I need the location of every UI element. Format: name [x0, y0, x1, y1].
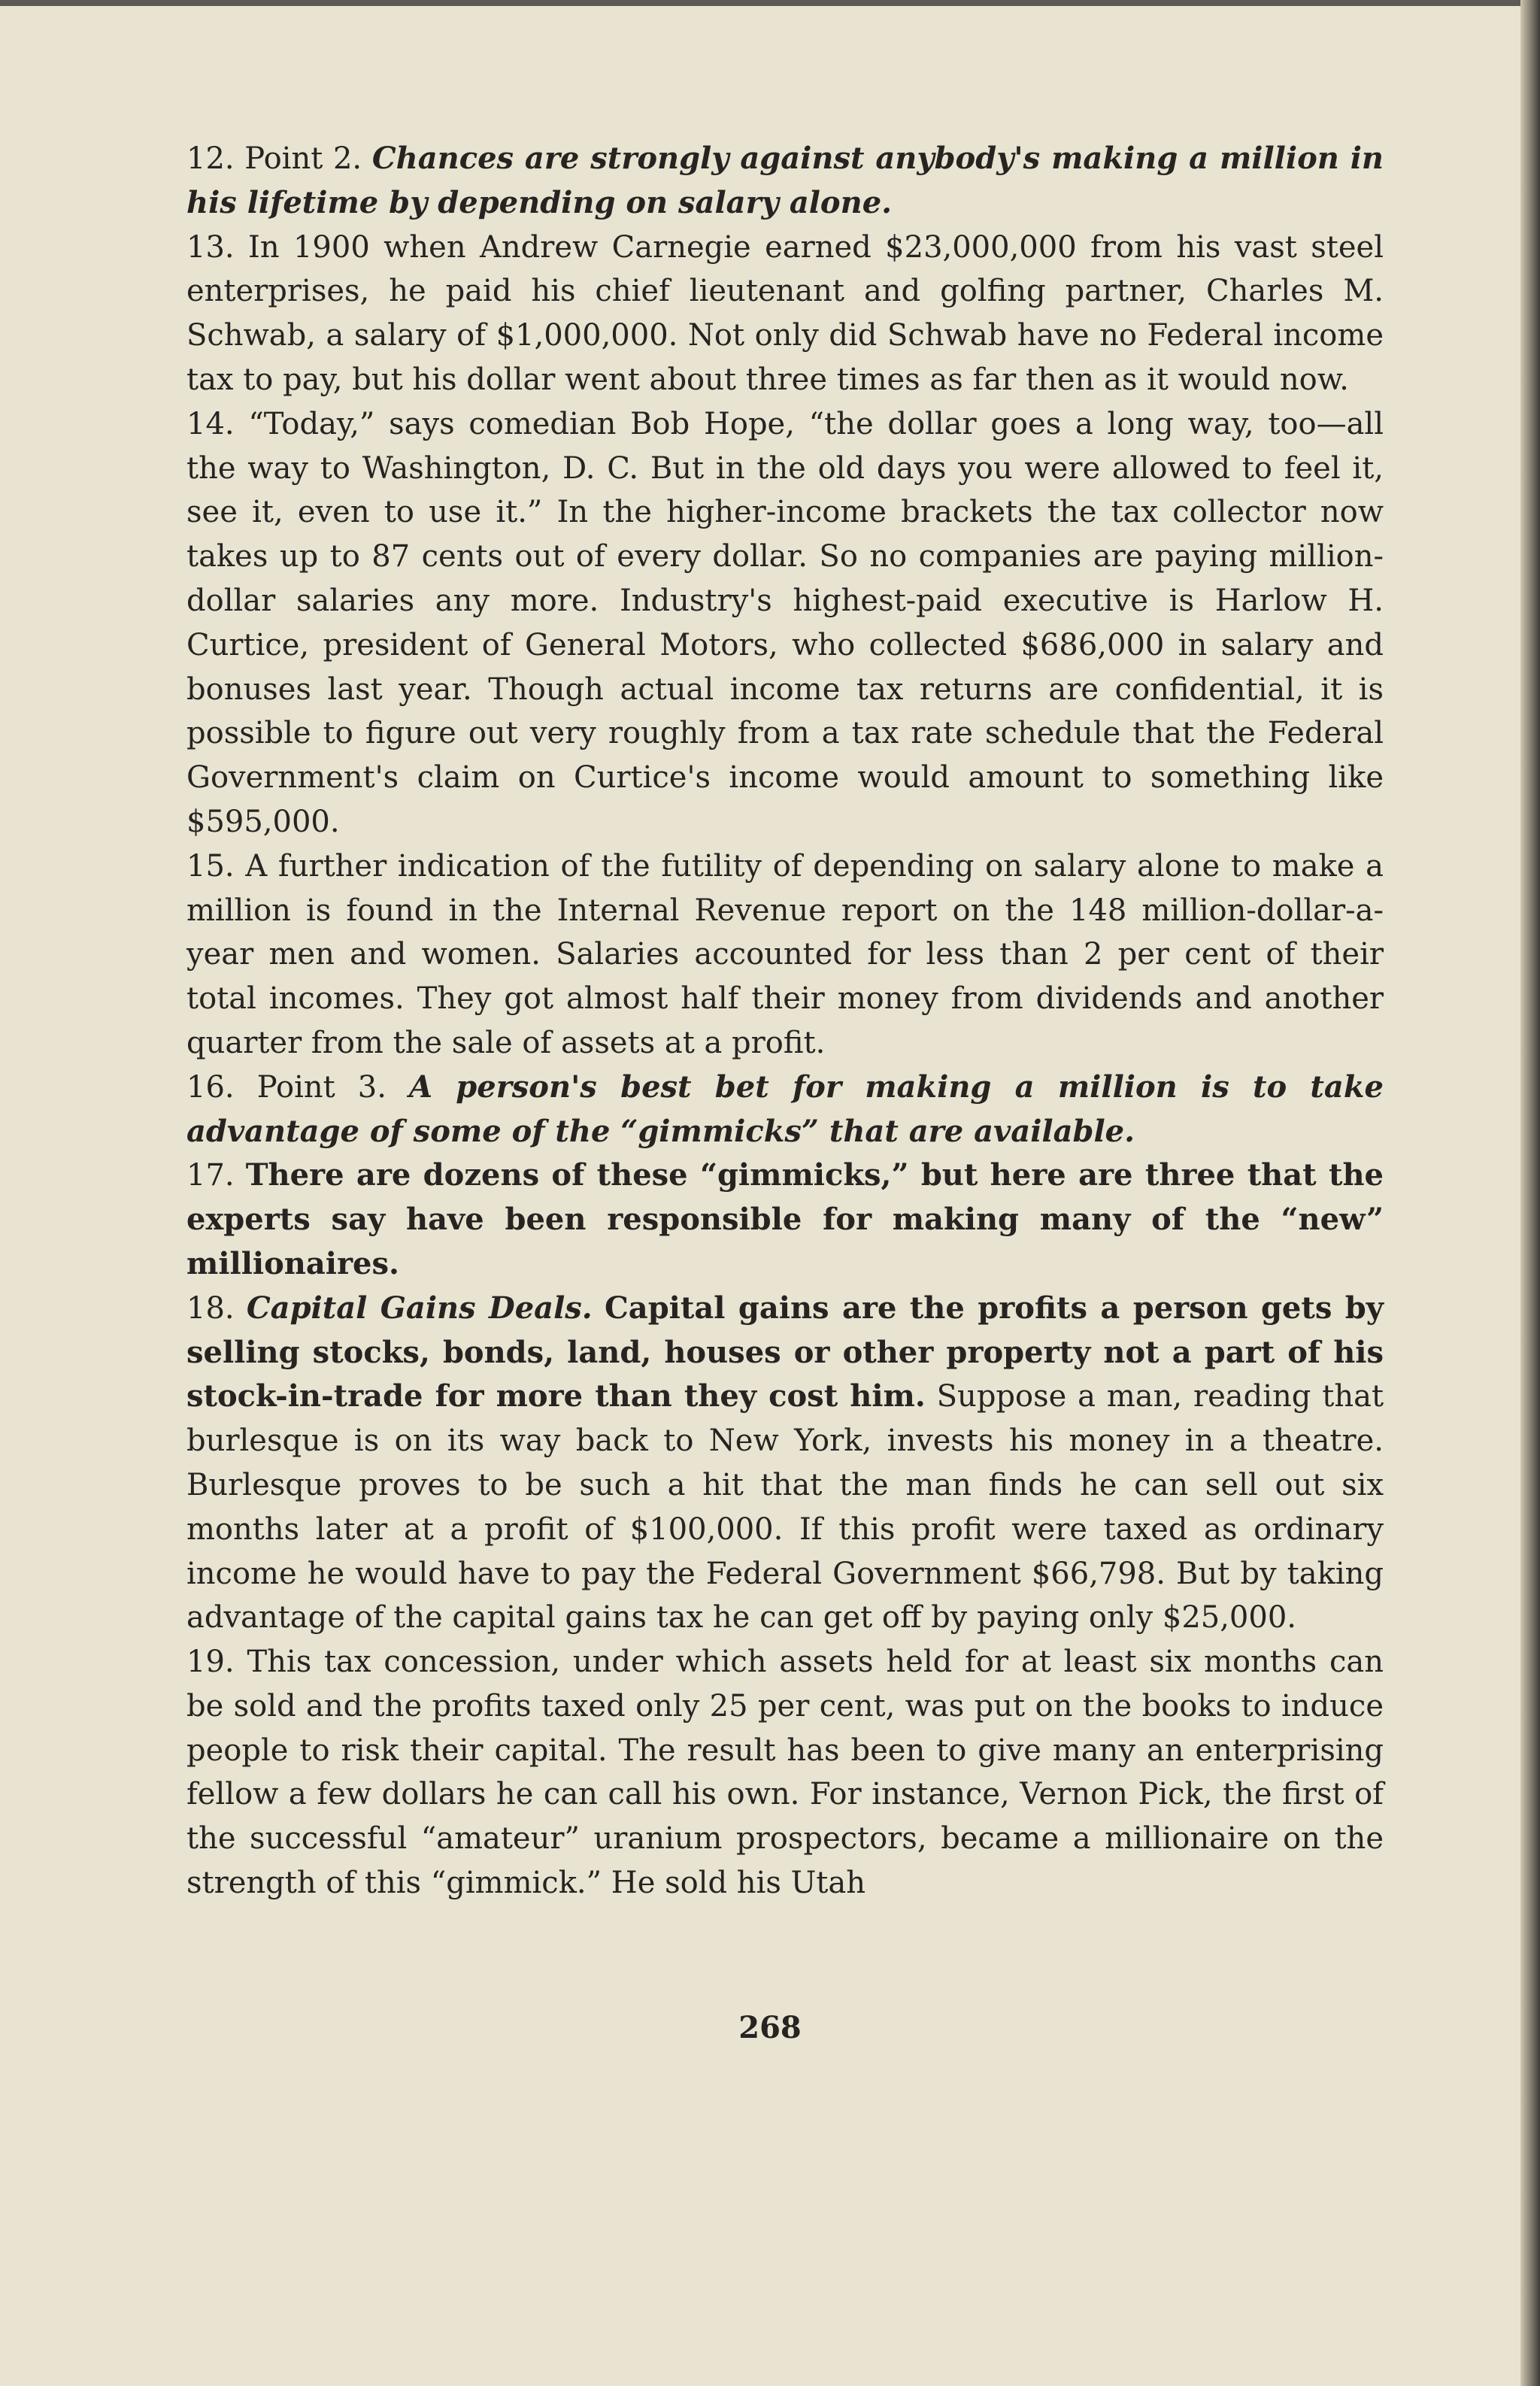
body-text	[186, 137, 1384, 1905]
section-heading: Capital Gains Deals.	[246, 1290, 593, 1326]
paragraph-number: 19.	[186, 1645, 235, 1680]
page-number: 268	[738, 2010, 802, 2045]
paragraph-text: This tax concession, under which assets held for at least six months can be sold and the profits taxed only 25 per cent, was put on the books to induce people to risk their capital. The result has been to give many an enterprising fellow a few dollars he can call his own. For instance, Vernon Pick, the first of the successful “amateur” uranium prospectors, became a millionaire on the strength of this “gimmick.” He sold his Utah	[186, 1645, 1384, 1901]
point-label: Point 3.	[256, 1069, 387, 1105]
paragraph-text: “Today,” says comedian Bob Hope, “the dollar goes a long way, too—all the way to Washington, D. C. But in the old days you were allowed to feel it, see it, even to use it.” In the higher-income brackets the tax collector now takes up to 87 cents out of every dollar. So no companies are paying million-dollar salaries any more. Industry's highest-paid executive is Harlow H. Curtice, president of General Motors, who collected $686,000 in salary and bonuses last year. Though actual income tax returns are confidential, it is possible to figure out very roughly from a tax rate schedule that the Federal Government's claim on Curtice's income would amount to something like $595,000.	[186, 406, 1384, 839]
point-statement: Chances are strongly against anybody's making a million in his lifetime by depending on salary alone.	[186, 141, 1384, 220]
paragraph-number: 15.	[186, 848, 235, 884]
paragraph-number: 16.	[186, 1069, 235, 1105]
paragraph-bold-text: Capital gains are the profits a person gets by selling stocks, bonds, land, houses or other property not a part of his stock-in-trade for more than they cost him.	[186, 1290, 1384, 1414]
page-top-edge	[0, 0, 1540, 6]
point-statement: A person's best bet for making a million is to take advantage of some of the “gimmicks” that are available.	[186, 1069, 1384, 1149]
paragraph-13	[186, 226, 1384, 402]
paragraph-text: A further indication of the futility of depending on salary alone to make a million is found in the Internal Revenue report on the 148 million-dollar-a-year men and women. Salaries accounted for less than 2 per cent of their total incomes. They got almost half their money from dividends and another quarter from the sale of assets at a profit.	[186, 848, 1384, 1060]
paragraph-18	[186, 1287, 1384, 1640]
paragraph-number: 12.	[186, 141, 235, 176]
paragraph-number: 14.	[186, 406, 235, 441]
point-label: Point 2.	[244, 141, 362, 176]
paragraph-12	[186, 137, 1384, 226]
paragraph-19	[186, 1640, 1384, 1905]
paragraph-17	[186, 1154, 1384, 1286]
paragraph-15	[186, 844, 1384, 1066]
paragraph-number: 17.	[186, 1158, 235, 1193]
paragraph-text: Suppose a man, reading that burlesque is on its way back to New York, invests his money in a theatre. Burlesque proves to be such a hit that the man finds he can sell out six months later at a profit of $100,000. If this profit were taxed as ordinary income he would have to pay the Federal Government $66,798. But by taking advantage of the capital gains tax he can get off by paying only $25,000.	[186, 1379, 1384, 1636]
paragraph-text: In 1900 when Andrew Carnegie earned $23,000,000 from his vast steel enterprises, he paid his chief lieutenant and golfing partner, Charles M. Schwab, a salary of $1,000,000. Not only did Schwab have no Federal income tax to pay, but his dollar went about three times as far then as it would now.	[186, 229, 1384, 397]
paragraph-16	[186, 1066, 1384, 1154]
paragraph-number: 18.	[186, 1290, 235, 1326]
paragraph-number: 13.	[186, 229, 235, 265]
paragraph-14	[186, 402, 1384, 844]
paragraph-bold-text: There are dozens of these “gimmicks,” but here are three that the experts say have been responsible for making many of the “new” millionaires.	[186, 1157, 1384, 1281]
